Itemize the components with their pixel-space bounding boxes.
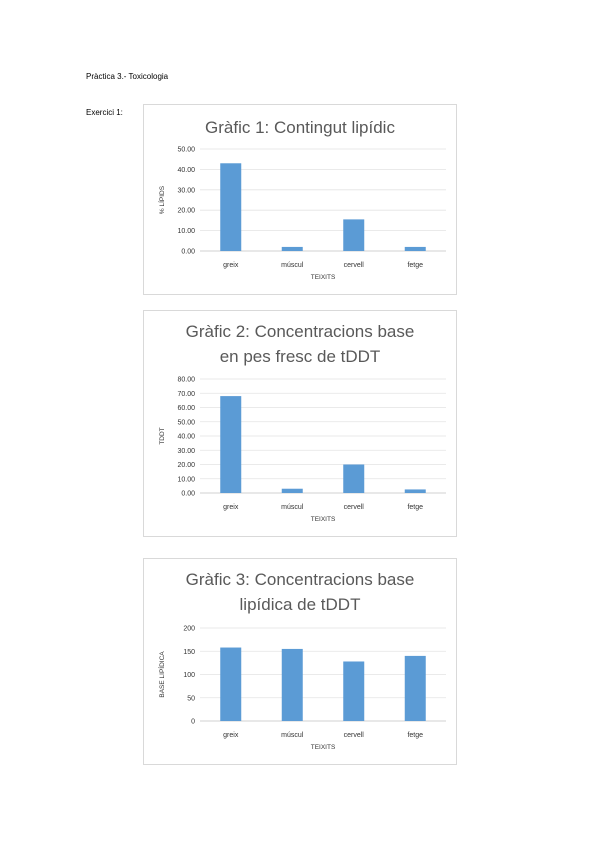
chart-2-svg	[144, 311, 456, 536]
chart-3-bar-cervell	[343, 661, 364, 721]
chart-3-bar-greix	[220, 648, 241, 721]
chart-2-y-tick-label: 20.00	[177, 462, 195, 469]
chart-3-bar-fetge	[405, 656, 426, 721]
chart-1-y-tick-label: 50.00	[177, 146, 195, 154]
chart-2-y-tick-label: 50.00	[177, 419, 195, 427]
chart-2-y-tick-label: 80.00	[177, 376, 195, 384]
chart-3-bar-múscul	[282, 649, 303, 721]
chart-3-svg	[144, 559, 456, 764]
chart-1-category-label: fetge	[407, 262, 424, 269]
chart-1-y-tick-label: 0.00	[181, 248, 195, 256]
document-heading: Pràctica 3.- Toxicologia	[86, 72, 169, 81]
chart-3-category-label: cervell	[343, 732, 364, 739]
chart-1-bar-fetge	[405, 247, 426, 251]
chart-3-category-label: greix	[223, 732, 239, 739]
chart-1-title-line: Gràfic 1: Contingut lipídic	[205, 118, 395, 137]
chart-1-bar-múscul	[282, 247, 303, 251]
chart-3-category-label: fetge	[407, 732, 424, 739]
chart-1-svg	[144, 105, 456, 294]
chart-1-category-label: múscul	[281, 262, 304, 269]
chart-2-y-tick-label: 0.00	[181, 490, 195, 498]
chart-3-x-axis-label: TEIXITS	[310, 744, 336, 751]
chart-2-title-line: Gràfic 2: Concentracions base	[185, 322, 415, 341]
chart-2-category-label: greix	[223, 504, 239, 511]
chart-1-y-axis-label: % LÍPIDS	[159, 185, 166, 215]
chart-2-bar-múscul	[282, 489, 303, 493]
chart-1-y-tick-label: 10.00	[177, 228, 195, 236]
chart-3-category-label: múscul	[281, 732, 304, 739]
chart-2-y-tick-label: 60.00	[177, 405, 195, 412]
chart-2-y-tick-label: 30.00	[177, 447, 195, 455]
chart-3-y-tick-label: 150	[183, 648, 195, 656]
chart-3-y-tick-label: 50	[187, 695, 195, 703]
chart-2-category-label: múscul	[281, 504, 304, 511]
chart-3-y-axis-label: BASE LIPÍDICA	[159, 651, 166, 698]
chart-2-y-tick-label: 10.00	[177, 476, 195, 484]
chart-1-y-tick-label: 30.00	[177, 187, 195, 195]
chart-1-x-axis-label: TEIXITS	[310, 274, 336, 281]
chart-2-title-line: en pes fresc de tDDT	[219, 347, 381, 366]
chart-1-y-tick-label: 20.00	[177, 207, 195, 215]
chart-3-y-tick-label: 0	[191, 718, 195, 726]
chart-2-bar-fetge	[405, 489, 426, 493]
chart-2-y-tick-label: 70.00	[177, 390, 195, 398]
chart-2-bar-cervell	[343, 465, 364, 494]
chart-3-title-line: lipídica de tDDT	[239, 595, 361, 614]
chart-2	[143, 310, 457, 537]
exercise-label: Exercici 1:	[86, 108, 123, 117]
chart-1-bar-greix	[220, 163, 241, 251]
chart-3-title-line: Gràfic 3: Concentracions base	[185, 570, 415, 589]
chart-2-x-axis-label: TEIXITS	[310, 516, 336, 523]
chart-1-category-label: cervell	[343, 262, 364, 269]
chart-2-category-label: cervell	[343, 504, 364, 511]
chart-1	[143, 104, 457, 295]
chart-3-y-tick-label: 100	[183, 672, 195, 679]
chart-1-category-label: greix	[223, 262, 239, 269]
chart-3-y-tick-label: 200	[183, 625, 195, 633]
chart-2-bar-greix	[220, 396, 241, 493]
chart-1-bar-cervell	[343, 219, 364, 251]
chart-2-category-label: fetge	[407, 504, 424, 511]
chart-2-y-axis-label: TDDT	[159, 427, 166, 445]
chart-3	[143, 558, 457, 765]
chart-1-y-tick-label: 40.00	[177, 166, 195, 174]
chart-2-y-tick-label: 40.00	[177, 433, 195, 441]
